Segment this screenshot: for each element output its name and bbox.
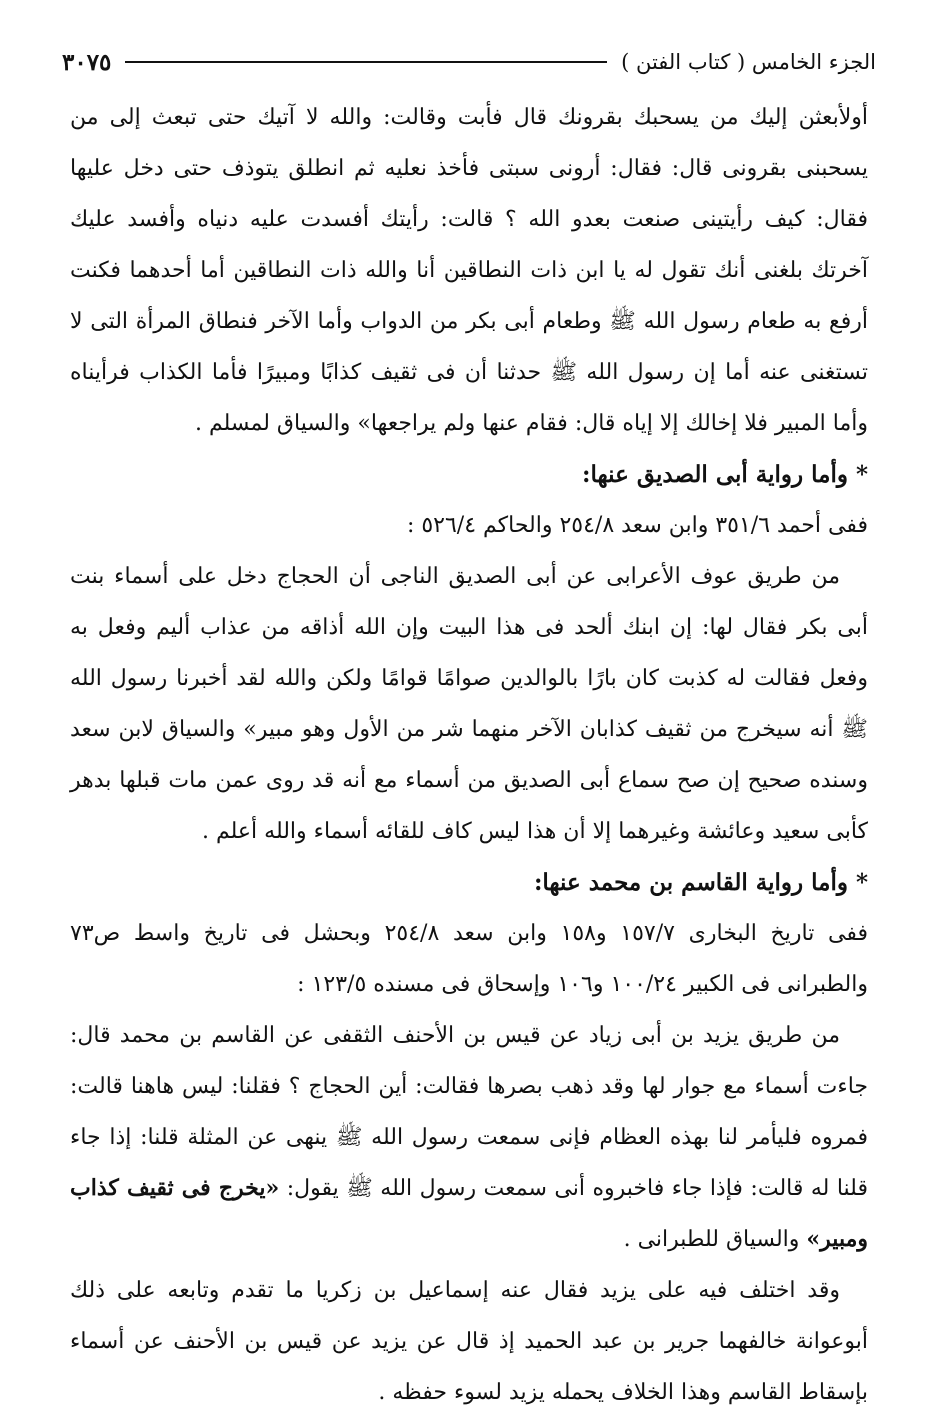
- paragraph-awf-route: من طريق عوف الأعرابى عن أبى الصديق الناجى أن الحجاج دخل على أسماء بنت أبى بكر فقال لها: إن ابنك ألحد فى هذا البيت وإن الله أذاقه من عذاب أليم وفعل به وفعل فقالت له كذبت كان بارًا بالوالدين صوامًا قوامًا ولكن والله لقد أخبرنا رسول الله ﷺ أنه سيخرج من ثقيف كذابان الآخر منهما شر من الأول وهو مبير» والسياق لابن سعد وسنده صحيح إن صح سماع أبى الصديق من أسماء مع أنه قد روى عمن مات قبلها بدهر كأبى سعيد وعائشة وغيرهما إلا أن هذا ليس كاف للقائه أسماء والله أعلم .: [70, 564, 868, 844]
- paragraph-yazid-end: والسياق للطبرانى .: [623, 1227, 807, 1252]
- page-number: ٣٠٧٥: [62, 48, 112, 76]
- running-header: [62, 40, 876, 84]
- source-citation-1: ففى أحمد ٣٥١/٦ وابن سعد ٢٥٤/٨ والحاكم ٥٢٦/٤ :: [406, 513, 868, 538]
- source-citation-2: ففى تاريخ البخارى ١٥٧/٧ و١٥٨ وابن سعد ٢٥٤/٨ وبحشل فى تاريخ واسط ص٧٣ والطبرانى فى الكبير ١٠٠/٢٤ و١٠٦ وإسحاق فى مسنده ١٢٣/٥ :: [70, 921, 868, 997]
- header-rule: [125, 61, 607, 63]
- paragraph-disagreement: وقد اختلف فيه على يزيد فقال عنه إسماعيل بن زكريا ما تقدم وتابعه على ذلك أبوعوانة خالفهما جرير بن عبد الحميد إذ قال عن يزيد عن قيس بن الأحنف عن أسماء بإسقاط القاسم وهذا الخلاف يحمله يزيد لسوء حفظه .: [70, 1278, 868, 1405]
- section-heading-al-qasim: * وأما رواية القاسم بن محمد عنها:: [533, 869, 868, 896]
- paragraph-yazid-route: [70, 1010, 868, 1265]
- section-heading-abi-al-siddiq: * وأما رواية أبى الصديق عنها:: [582, 461, 868, 488]
- hadith-quote-bold: «يخرج فى ثقيف كذاب ومبير»: [70, 1175, 868, 1252]
- page-body: [70, 92, 868, 1418]
- header-title: الجزء الخامس ( كتاب الفتن ): [621, 50, 876, 74]
- paragraph-hadith-continuation: أولأبعثن إليك من يسحبك بقرونك قال فأبت وقالت: والله لا آتيك حتى تبعث إلى من يسحبنى بقرونى قال: فقال: أرونى سبتى فأخذ نعليه ثم انطلق يتوذف حتى دخل عليها فقال: كيف رأيتينى صنعت بعدو الله ؟ قالت: رأيتك أفسدت عليه دنياه وأفسد عليك آخرتك بلغنى أنك تقول له يا ابن ذات النطاقين أنا والله ذات النطاقين أما أحدهما فكنت أرفع به طعام رسول الله ﷺ وطعام أبى بكر من الدواب وأما الآخر فنطاق المرأة التى لا تستغنى عنه أما إن رسول الله ﷺ حدثنا أن فى ثقيف كذابًا ومبيرًا فأما الكذاب فرأيناه وأما المبير فلا إخالك إلا إياه قال: فقام عنها ولم يراجعها» والسياق لمسلم .: [70, 105, 868, 436]
- paragraph-yazid-start: من طريق يزيد بن أبى زياد عن قيس بن الأحنف الثقفى عن القاسم بن محمد قال: جاءت أسماء مع جوار لها وقد ذهب بصرها فقالت: أين الحجاج ؟ فقلنا: ليس هاهنا قالت: فمروه فليأمر لنا بهذه العظام فإنى سمعت رسول الله ﷺ ينهى عن المثلة قلنا: إذا جاء قلنا له قالت: فإذا جاء فاخبروه أنى سمعت رسول الله ﷺ يقول:: [70, 1023, 868, 1201]
